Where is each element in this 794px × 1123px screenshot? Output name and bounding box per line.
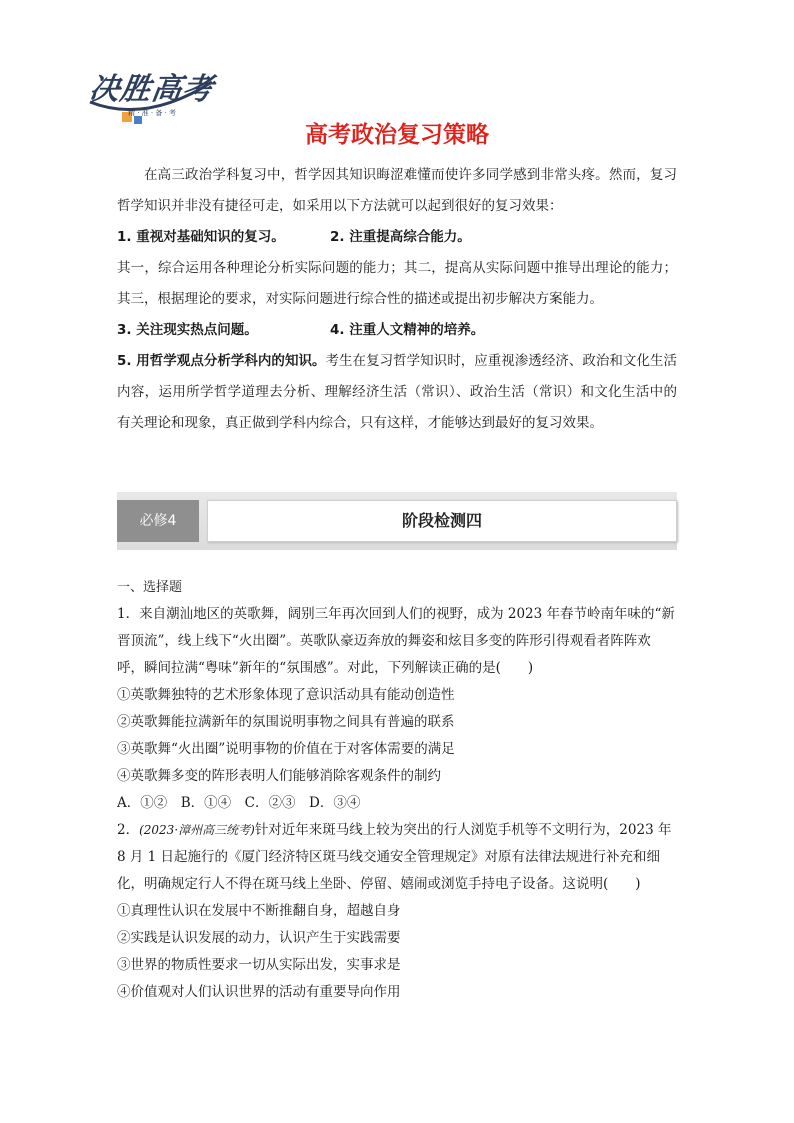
question-2-text: 针对近年来斑马线上较为突出的行人浏览手机等不文明行为，2023 年 8 月 1 日起施行的《厦门经济特区斑马线交通安全管理规定》对原有法律法规进行补充和细化，明确规定行人不得在斑马线上坐卧、停留、嬉闹或浏览手持电子设备。这说明( ) — [117, 822, 672, 892]
question-1-stem: 1．来自潮汕地区的英歌舞，阔别三年再次回到人们的视野，成为 2023 年春节岭南年味的“新晋顶流”，线上线下“火出圈”。英歌队豪迈奔放的舞姿和炫目多变的阵形引得观看者阵阵欢呼，瞬间拉满“粤味”新年的“氛围感”。对此，下列解读正确的是( ) — [117, 606, 675, 676]
question-1-option: ②英歌舞能拉满新年的氛围说明事物之间具有普遍的联系 — [117, 714, 455, 730]
question-1 — [117, 601, 677, 817]
section-banner — [117, 492, 677, 550]
method-3: 3. 关注现实热点问题。 — [117, 322, 258, 338]
method-row-1 — [117, 222, 677, 253]
question-1-option: ①英歌舞独特的艺术形象体现了意识活动具有能动创造性 — [117, 687, 455, 703]
method-5-text: 考生在复习哲学知识时，应重视渗透经济、政治和文化生活内容，运用所学哲学道理去分析、理解经济生活（常识）、政治生活（常识）和文化生活中的有关理论和现象，真正做到学科内综合，只有这样，才能够达到最好的复习效果。 — [117, 353, 677, 431]
question-2-stem — [117, 817, 677, 898]
method-row-2 — [117, 315, 677, 346]
method-2-detail: 其一，综合运用各种理论分析实际问题的能力；其二，提高从实际问题中推导出理论的能力；其三，根据理论的要求，对实际问题进行综合性的描述或提出初步解决方案能力。 — [117, 260, 677, 307]
strategy-section — [117, 160, 677, 439]
question-2 — [117, 817, 677, 1006]
section-heading: 一、选择题 — [117, 580, 183, 595]
question-1-answers: A．①② B．①④ C．②③ D．③④ — [117, 795, 361, 811]
question-2-option: ②实践是认识发展的动力，认识产生于实践需要 — [117, 930, 401, 946]
method-5-heading: 5. 用哲学观点分析学科内的知识。 — [117, 353, 326, 369]
method-5 — [117, 346, 677, 439]
logo-text: 决胜高考 — [87, 72, 216, 107]
question-2-source: (2023·漳州高三统考) — [139, 823, 255, 837]
method-2: 2. 注重提高综合能力。 — [330, 229, 471, 245]
question-1-option: ④英歌舞多变的阵形表明人们能够消除客观条件的制约 — [117, 768, 441, 784]
intro-paragraph: 在高三政治学科复习中，哲学因其知识晦涩难懂而使许多同学感到非常头疼。然而，复习哲学知识并非没有捷径可走，如采用以下方法就可以起到很好的复习效果： — [117, 167, 677, 214]
question-2-option: ③世界的物质性要求一切从实际出发，实事求是 — [117, 957, 401, 973]
page-title: 高考政治复习策略 — [305, 122, 489, 148]
question-1-option: ③英歌舞“火出圈”说明事物的价值在于对客体需要的满足 — [117, 741, 455, 757]
question-2-option: ④价值观对人们认识世界的活动有重要导向作用 — [117, 984, 401, 1000]
banner-course-label: 必修4 — [117, 500, 199, 542]
logo-subtext: 精 · 准 · 备 · 考 — [128, 109, 177, 117]
question-2-number: 2． — [117, 822, 140, 838]
questions-section — [117, 574, 677, 1006]
method-4: 4. 注重人文精神的培养。 — [330, 322, 485, 338]
question-2-option: ①真理性认识在发展中不断推翻自身，超越自身 — [117, 903, 401, 919]
banner-title: 阶段检测四 — [207, 500, 677, 542]
method-1: 1. 重视对基础知识的复习。 — [117, 229, 285, 245]
